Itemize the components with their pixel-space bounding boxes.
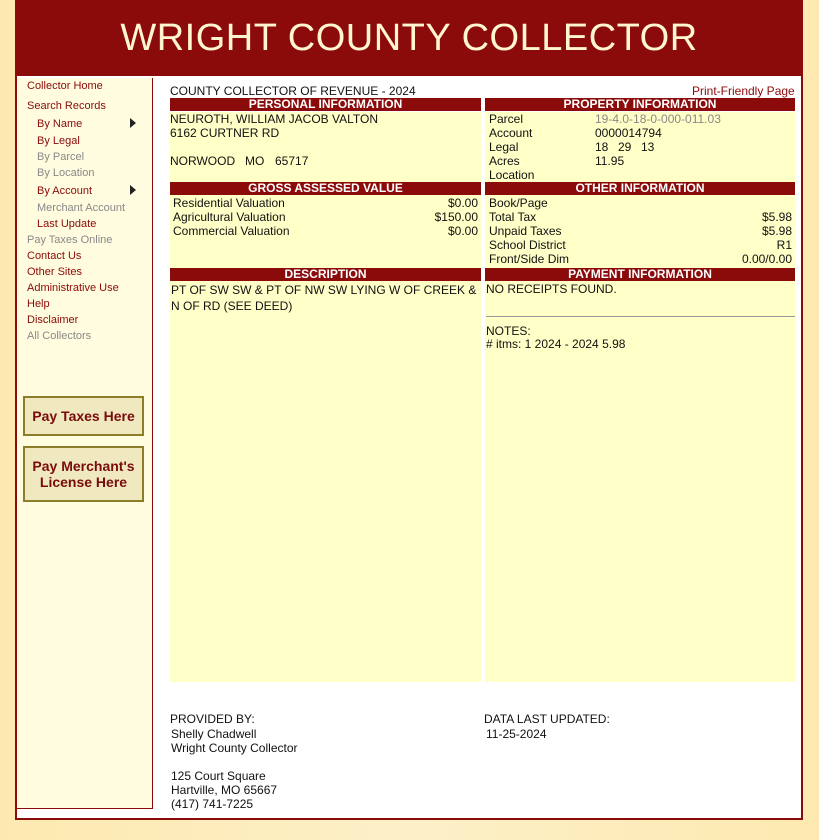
property-info-header: PROPERTY INFORMATION <box>485 98 795 111</box>
account-value: 0000014794 <box>595 126 662 140</box>
pay-merchant-license-button[interactable] <box>23 446 144 502</box>
legal-section: 18 <box>595 140 609 154</box>
school-district-value: R1 <box>776 238 792 252</box>
office-phone: (417) 741-7225 <box>171 797 254 811</box>
nav-help[interactable]: Help <box>27 298 50 310</box>
acres-label: Acres <box>489 154 520 168</box>
total-tax-label: Total Tax <box>489 210 537 224</box>
print-friendly-link[interactable]: Print-Friendly Page <box>692 84 795 98</box>
nav-merchant-account[interactable]: Merchant Account <box>37 202 126 214</box>
location-label: Location <box>489 168 535 182</box>
personal-info-header: PERSONAL INFORMATION <box>170 98 481 111</box>
acres-value: 11.95 <box>595 154 625 168</box>
office-street: 125 Court Square <box>171 769 266 783</box>
book-page-label: Book/Page <box>489 196 548 210</box>
nav-administrative-use[interactable]: Administrative Use <box>27 282 119 294</box>
legal-label: Legal <box>489 140 519 154</box>
nav-collector-home[interactable]: Collector Home <box>27 80 103 92</box>
parcel-value: 19-4.0-18-0-000-011.03 <box>595 112 721 126</box>
owner-city: NORWOOD <box>170 154 236 168</box>
nav-last-update[interactable]: Last Update <box>37 218 97 230</box>
description-line1: PT OF SW SW & PT OF NW SW LYING W OF CREEK & <box>171 283 477 297</box>
notes-text: # itms: 1 2024 - 2024 5.98 <box>486 337 626 351</box>
provided-by-label: PROVIDED BY: <box>170 712 255 726</box>
nav-pay-taxes-online[interactable]: Pay Taxes Online <box>27 234 113 246</box>
office-city: Hartville, MO 65667 <box>171 783 278 797</box>
agricultural-value: $150.00 <box>434 210 478 224</box>
legal-range: 13 <box>641 140 655 154</box>
owner-zip: 65717 <box>275 154 309 168</box>
description-header: DESCRIPTION <box>170 268 481 281</box>
payment-divider <box>486 316 795 317</box>
unpaid-taxes-label: Unpaid Taxes <box>489 224 562 238</box>
nav-search-records[interactable]: Search Records <box>27 100 106 112</box>
commercial-label: Commercial Valuation <box>173 224 290 238</box>
front-side-dim-label: Front/Side Dim <box>489 252 570 266</box>
nav-disclaimer[interactable]: Disclaimer <box>27 314 79 326</box>
school-district-label: School District <box>489 238 566 252</box>
gross-assessed-header: GROSS ASSESSED VALUE <box>170 182 481 195</box>
data-last-updated-value: 11-25-2024 <box>486 727 547 741</box>
site-title: WRIGHT COUNTY COLLECTOR <box>120 17 698 59</box>
parcel-label: Parcel <box>489 112 524 126</box>
nav-by-parcel[interactable]: By Parcel <box>37 151 85 163</box>
nav-by-name[interactable]: By Name <box>37 118 83 130</box>
submenu-arrow-icon[interactable] <box>130 185 136 195</box>
owner-state: MO <box>245 154 265 168</box>
unpaid-taxes-value: $5.98 <box>761 224 792 238</box>
page-title: COUNTY COLLECTOR OF REVENUE - 2024 <box>170 84 416 98</box>
pay-taxes-label: Pay Taxes Here <box>32 408 135 424</box>
nav-contact-us[interactable]: Contact Us <box>27 250 82 262</box>
notes-label: NOTES: <box>486 324 531 338</box>
owner-address: 6162 CURTNER RD <box>170 126 280 140</box>
page-frame <box>15 0 803 820</box>
pay-merchant-label-line2: License Here <box>39 474 128 490</box>
collector-office: Wright County Collector <box>171 741 298 755</box>
receipts-status: NO RECEIPTS FOUND. <box>486 282 617 296</box>
collector-name: Shelly Chadwell <box>171 727 257 741</box>
owner-name: NEUROTH, WILLIAM JACOB VALTON <box>170 112 379 126</box>
account-label: Account <box>489 126 533 140</box>
nav-by-legal[interactable]: By Legal <box>37 135 80 147</box>
agricultural-label: Agricultural Valuation <box>173 210 286 224</box>
nav-by-location[interactable]: By Location <box>37 167 95 179</box>
description-line2: N OF RD (SEE DEED) <box>171 299 293 313</box>
submenu-arrow-icon[interactable] <box>130 118 136 128</box>
residential-label: Residential Valuation <box>173 196 285 210</box>
site-banner <box>17 0 801 76</box>
sidebar <box>17 78 153 809</box>
nav-other-sites[interactable]: Other Sites <box>27 266 83 278</box>
total-tax-value: $5.98 <box>761 210 792 224</box>
commercial-value: $0.00 <box>447 224 478 238</box>
pay-taxes-button[interactable] <box>23 396 144 436</box>
residential-value: $0.00 <box>447 196 478 210</box>
legal-township: 29 <box>618 140 632 154</box>
front-side-dim-value: 0.00/0.00 <box>741 252 792 266</box>
other-info-header: OTHER INFORMATION <box>485 182 795 195</box>
data-last-updated-label: DATA LAST UPDATED: <box>484 712 610 726</box>
payment-info-header: PAYMENT INFORMATION <box>485 268 795 281</box>
pay-merchant-label-line1: Pay Merchant's <box>32 458 135 474</box>
nav-by-account[interactable]: By Account <box>37 185 93 197</box>
nav-all-collectors[interactable]: All Collectors <box>27 330 92 342</box>
